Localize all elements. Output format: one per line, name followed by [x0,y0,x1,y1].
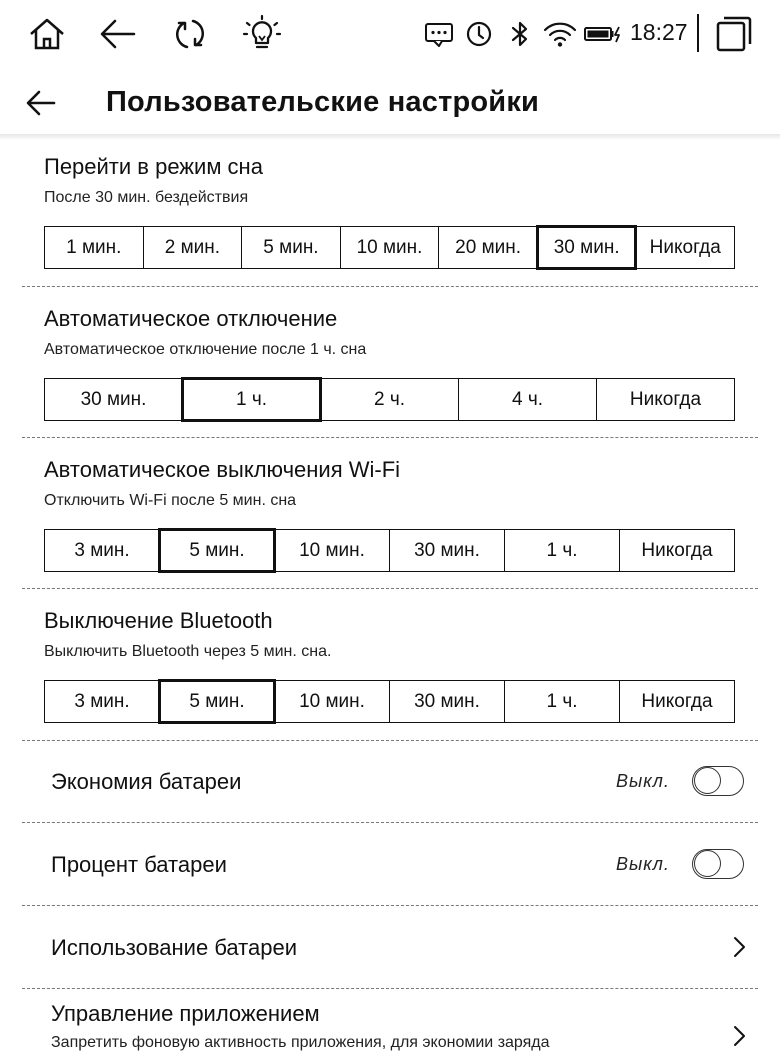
divider [22,588,758,589]
alarm-icon [464,14,494,54]
status-bar [0,0,780,70]
row-label: Экономия батареи [51,769,242,794]
clock-time: 18:27 [630,19,688,45]
shutdown-option[interactable]: 4 ч. [459,379,597,420]
bluetooth-option[interactable]: 10 мин. [275,681,390,722]
divider [22,286,758,287]
battery-usage-row[interactable] [0,906,780,988]
row-label: Процент батареи [51,852,227,877]
section-title: Автоматическое отключение [44,306,338,331]
toggle-knob [694,850,721,877]
bluetooth-option[interactable]: 5 мин. [160,681,275,722]
page-header [0,78,780,134]
sleep-option[interactable]: 30 мин. [538,227,637,268]
back-arrow-icon[interactable] [98,14,138,54]
shutdown-option[interactable]: 2 ч. [321,379,459,420]
section-subtitle: Выключить Bluetooth через 5 мин. сна. [44,643,332,660]
battery-charging-icon [583,14,623,54]
row-subtitle: Запретить фоновую активность приложения, для экономии заряда [51,1034,550,1051]
row-label: Использование батареи [51,935,297,960]
sleep-option[interactable]: 1 мин. [45,227,144,268]
refresh-icon[interactable] [170,14,210,54]
section-title: Автоматическое выключения Wi-Fi [44,457,401,482]
battery-percent-toggle[interactable] [692,849,744,879]
app-management-row[interactable] [0,989,780,1054]
bluetooth-option[interactable]: 3 мин. [45,681,160,722]
wifi-option[interactable]: 5 мин. [160,530,275,571]
page-title: Пользовательские настройки [106,86,540,118]
recent-apps-icon[interactable] [714,14,754,54]
shutdown-option[interactable]: 30 мин. [45,379,183,420]
wifi-option[interactable]: 1 ч. [505,530,620,571]
sleep-option[interactable]: 2 мин. [144,227,243,268]
sleep-option[interactable]: 5 мин. [242,227,341,268]
toggle-state-text: Выкл. [616,854,670,874]
section-subtitle: После 30 мин. бездействия [44,189,249,206]
toggle-state-text: Выкл. [616,771,670,791]
bluetooth-off-selector [44,680,735,723]
section-subtitle: Отключить Wi-Fi после 5 мин. сна [44,492,297,509]
bluetooth-option[interactable]: Никогда [641,690,713,712]
battery-saver-row[interactable] [0,741,780,822]
sleep-option[interactable]: 10 мин. [341,227,440,268]
chevron-right-icon [730,935,748,959]
back-arrow-icon[interactable] [24,86,58,120]
battery-percent-row[interactable] [0,823,780,905]
wifi-option[interactable]: Никогда [641,539,713,561]
wifi-icon [542,14,578,54]
wifi-off-selector [44,529,735,572]
bluetooth-option[interactable]: 1 ч. [505,681,620,722]
battery-saver-toggle[interactable] [692,766,744,796]
wifi-option[interactable]: 3 мин. [45,530,160,571]
row-label: Управление приложением [51,1001,320,1026]
header-shadow [0,134,780,140]
sleep-timeout-selector [44,226,735,269]
wifi-option[interactable]: 10 мин. [275,530,390,571]
section-title: Перейти в режим сна [44,154,263,179]
light-bulb-icon[interactable] [242,14,282,54]
shutdown-option[interactable]: Никогда [629,388,702,410]
chevron-right-icon [730,1024,748,1048]
sleep-option[interactable]: 20 мин. [439,227,538,268]
auto-shutdown-selector [44,378,735,421]
sleep-option[interactable]: Никогда [649,236,721,258]
status-separator [697,14,699,52]
home-icon[interactable] [27,14,67,54]
wifi-option[interactable]: 30 мин. [390,530,505,571]
section-subtitle: Автоматическое отключение после 1 ч. сна [44,341,367,358]
toggle-knob [694,767,721,794]
message-icon [424,14,454,54]
bluetooth-icon [505,14,535,54]
section-title: Выключение Bluetooth [44,608,273,633]
divider [22,437,758,438]
shutdown-option[interactable]: 1 ч. [183,379,321,420]
bluetooth-option[interactable]: 30 мин. [390,681,505,722]
